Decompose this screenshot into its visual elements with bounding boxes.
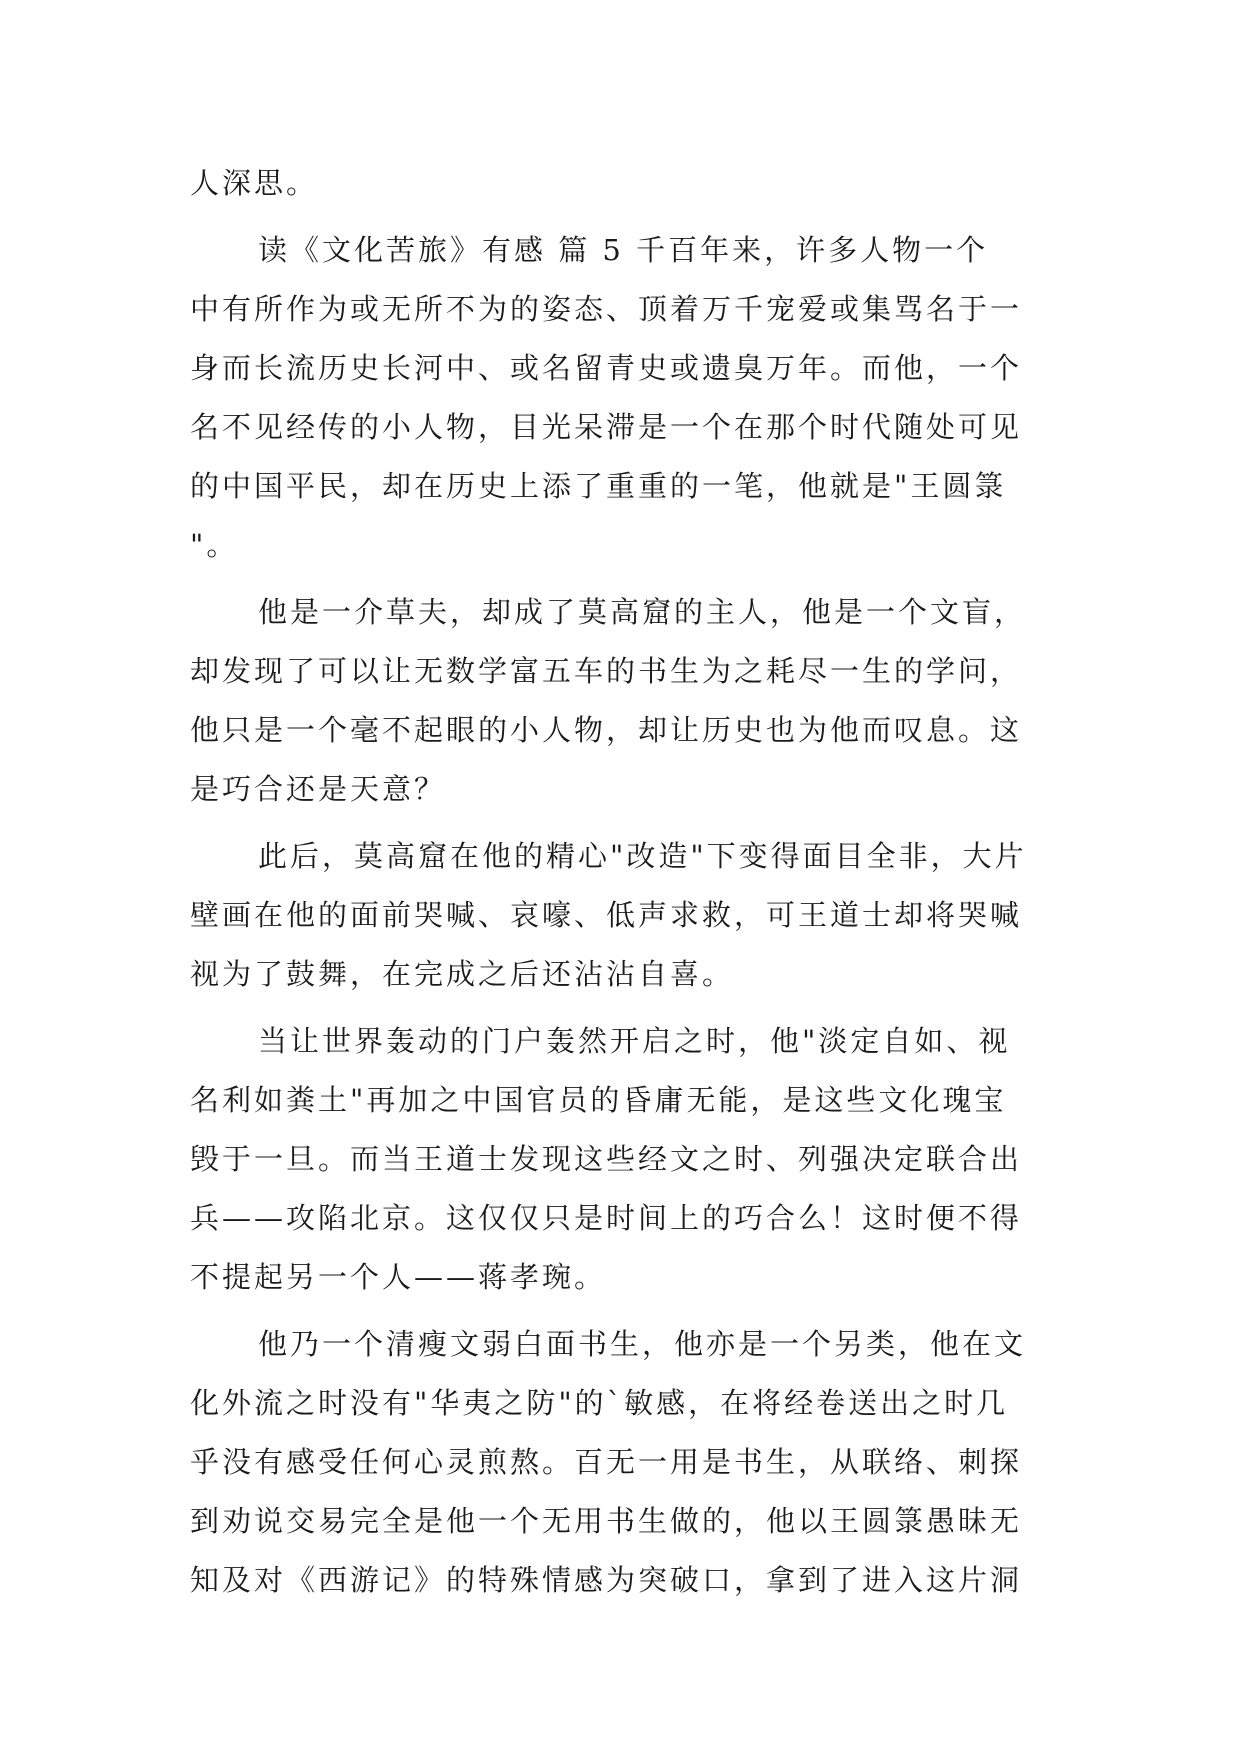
text-line: "。 (190, 528, 239, 562)
text-line: 的中国平民，却在历史上添了重重的一笔，他就是"王圆箓 (190, 469, 1007, 503)
text-line: 身而长流历史长河中、或名留青史或遗臭万年。而他，一个 (190, 351, 1023, 385)
text-line: 毁于一旦。而当王道士发现这些经文之时、列强决定联合出 (190, 1142, 1023, 1176)
text-line: 当让世界轰动的门户轰然开启之时，他"淡定自如、视 (258, 1024, 1011, 1058)
text-line: 化外流之时没有"华夷之防"的`敏感，在将经卷送出之时几 (190, 1386, 1009, 1420)
text-line: 是巧合还是天意？ (190, 772, 447, 806)
text-line: 他是一介草夫，却成了莫高窟的主人，他是一个文盲， (258, 595, 1027, 629)
text-line: 壁画在他的面前哭喊、哀嚎、低声求救，可王道士却将哭喊 (190, 898, 1023, 932)
text-line: 乎没有感受任何心灵煎熬。百无一用是书生，从联络、刺探 (190, 1445, 1023, 1479)
text-line: 到劝说交易完全是他一个无用书生做的，他以王圆箓愚昧无 (190, 1504, 1023, 1538)
text-line: 他只是一个毫不起眼的小人物，却让历史也为他而叹息。这 (190, 713, 1023, 747)
text-line: 却发现了可以让无数学富五车的书生为之耗尽一生的学问， (190, 654, 1023, 688)
text-line: 读《文化苦旅》有感 篇 5 千百年来，许多人物一个 (258, 233, 989, 267)
text-line: 此后，莫高窟在他的精心"改造"下变得面目全非，大片 (258, 839, 1027, 873)
text-line: 人深思。 (190, 166, 319, 200)
text-line: 他乃一个清瘦文弱白面书生，他亦是一个另类，他在文 (258, 1327, 1027, 1361)
text-line: 名利如粪土"再加之中国官员的昏庸无能，是这些文化瑰宝 (190, 1083, 1007, 1117)
text-line: 不提起另一个人——蒋孝琬。 (190, 1260, 607, 1294)
text-line: 中有所作为或无所不为的姿态、顶着万千宠爱或集骂名于一 (190, 292, 1023, 326)
text-line: 视为了鼓舞，在完成之后还沾沾自喜。 (190, 957, 735, 991)
document-body (190, 154, 1060, 1610)
text-line: 知及对《西游记》的特殊情感为突破口，拿到了进入这片洞 (190, 1563, 1023, 1597)
text-line: 名不见经传的小人物，目光呆滞是一个在那个时代随处可见 (190, 410, 1023, 444)
text-line: 兵——攻陷北京。这仅仅只是时间上的巧合么！这时便不得 (190, 1201, 1023, 1235)
